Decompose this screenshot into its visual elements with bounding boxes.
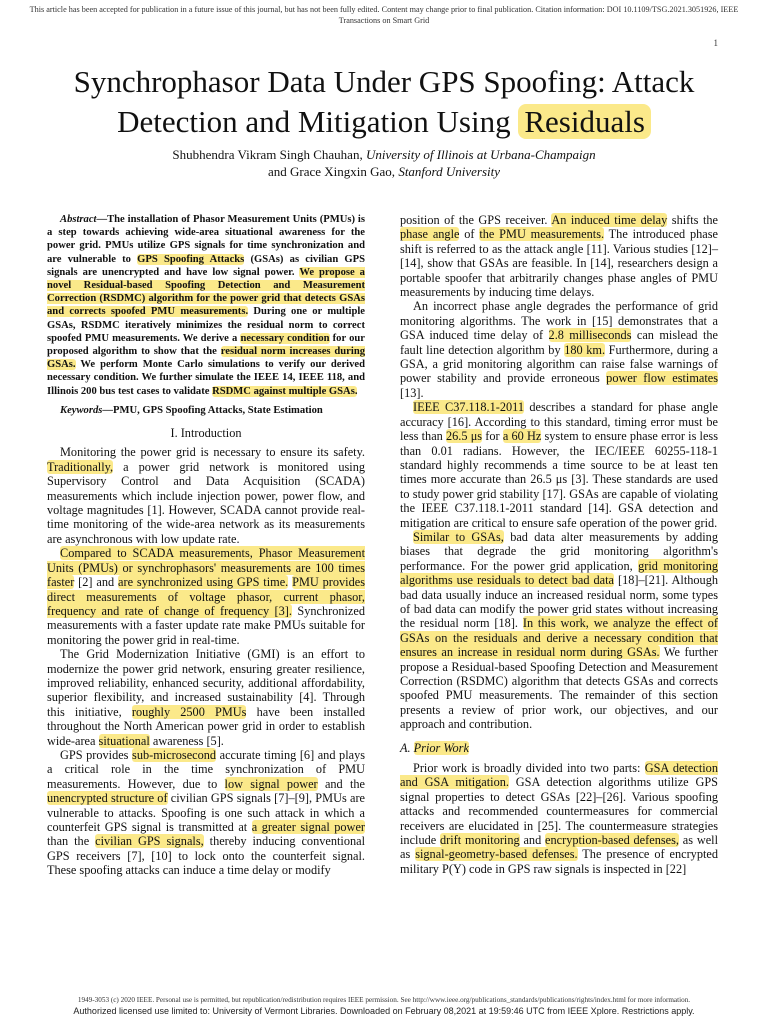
highlight: Compared to SCADA measurements, Phasor Measurement Units (PMUs) or synchrophasors' measurements are 100 times faster (47, 546, 365, 590)
paragraph (47, 748, 365, 878)
body-text: GPS provides (60, 747, 133, 762)
highlight: Similar to GSAs, (413, 529, 504, 544)
title-line2: Detection and Mitigation Using (117, 104, 519, 139)
body-text: The Grid Modernization Initiative (GMI) is an effort to modernize the power grid network, ensuring greater resilience, improved reliability, enhanced security, additional affordability, superior flexibility, and increased sustainability [4]. Through this initiative, (47, 647, 365, 719)
abstract-text: —The installation of Phasor Measurement Units (PMUs) is a step towards achieving wide-area situational awareness for the power grid. PMUs utilize GPS signals for time synchronization and are vulnerable to (47, 214, 365, 265)
highlight: IEEE C37.118.1-2011 (413, 400, 525, 415)
left-column (47, 213, 365, 878)
highlight: low signal power (224, 776, 318, 791)
copyright-notice: 1949-3053 (c) 2020 IEEE. Personal use is permitted, but republication/redistribution requires IEEE permission. See http://www.ieee.org/publications_standards/publications/rights/index.html for more information. (77, 996, 691, 1004)
keywords (47, 404, 365, 417)
body-text: system to ensure phase error is less than 0.01 radians. However, the IEC/IEEE 60255-118-1 standard highly recommends a time source to be at least ten times more accurate than 26.5 μs [3]. These standards are used to study power grid stability [17]. GSAs are capable of violating the IEEE C37.118.1-2011 standard [14]. GSA detection and mitigation are critical to ensure safe operation of the power grid. (400, 429, 718, 530)
body-text: Monitoring the power grid is necessary to ensure its safety. (60, 445, 365, 460)
highlight: GSA detection and GSA mitigation. (400, 761, 718, 790)
body-text: accurate timing [6] and plays a critical role in the time synchronization of PMU measurements. However, due to (47, 747, 365, 791)
paragraph (400, 530, 718, 732)
highlight: 2.8 milliseconds (548, 328, 632, 343)
highlight: 26.5 μs (446, 429, 483, 444)
highlight: phase angle (400, 227, 460, 242)
section-heading: I. Introduction (170, 426, 242, 441)
body-text: than the (47, 834, 96, 849)
highlight: grid monitoring algorithms use residuals to detect bad data (400, 558, 718, 588)
paragraph (47, 445, 365, 546)
body-text: bad data alter measurements by adding biases that degrade the grid monitoring algorithm's performance. For the power grid application, (400, 529, 718, 573)
license-notice: Authorized licensed use limited to: University of Vermont Libraries. Downloaded on February 08,2021 at 19:59:46 UTC from IEEE Xplore. Restrictions apply. (73, 1006, 695, 1016)
body-text: describes a standard for phase angle accuracy [16]. According to this standard, timing error must be less than (400, 400, 718, 444)
author-2-name: and Grace Xingxin Gao, (267, 164, 396, 179)
body-text: and the (317, 776, 366, 791)
abstract-text: During one or multiple GSAs, RSDMC iteratively minimizes the residual norm to correct spoofed PMU measurements. We derive a (47, 306, 365, 344)
body-text: a power grid network is monitored using Supervisory Control and Data Acquisition (SCADA) measurements which include injection power, power flow, and voltage magnitudes [1]. However, SCADA cannot provide real-time monitoring of the wide-area network as its measurements are asynchronous with low update rate. (47, 459, 365, 546)
body-text: An incorrect phase angle degrades the performance of grid monitoring algorithms. The work in [15] demonstrates that a GSA induced time delay of (400, 299, 718, 343)
body-text: civilian GPS signals [7]–[9], PMUs are vulnerable to attacks. Spoofing is one such attack in which a counterfeit GPS signal is transmitted at (47, 791, 365, 835)
journal-notice-line1: This article has been accepted for publication in a future issue of this journal, but has not been fully edited. Content may change prior to final publication. Citation information: DOI 10.1109/TSG.2021.3051926, IEEE (29, 5, 739, 14)
body-text: Furthermore, during a GSA, a grid monitoring algorithm can raise false warnings of power stability and provide erroneous (400, 342, 718, 386)
body-text: Prior work is broadly divided into two parts: (413, 761, 645, 776)
journal-notice (20, 4, 748, 26)
highlight: roughly 2500 PMUs (131, 704, 247, 719)
abstract-lead: Abstract (60, 214, 97, 225)
body-text: The introduced phase shift is referred to as the attack angle [11]. Various studies [12]–[14], show that GSAs are feasible. In [14], researchers design a portable spoofer that arbitrarily changes phase angles of PMU measurements by inducing time delays. (400, 227, 719, 300)
paragraph (400, 761, 718, 876)
page-number: 1 (713, 38, 718, 48)
subsection-label: A. (400, 740, 414, 755)
highlight: unencrypted structure of (47, 791, 168, 806)
highlight: GPS Spoofing Attacks (137, 253, 245, 265)
highlight: We propose a novel Residual-based Spoofing Detection and Measurement Correction (RSDMC) algorithm for the power grid that detects GSAs and corrects spoofed PMU measurements. (47, 266, 365, 318)
paragraph (400, 299, 718, 400)
body-text: shifts the (667, 213, 718, 227)
abstract-text: We perform Monte Carlo simulations to verify our derived necessary condition. We further simulate the IEEE 14, IEEE 118, and Illinois 200 bus test cases to validate (47, 359, 365, 397)
highlight: An induced time delay (551, 213, 668, 227)
highlight: signal-geometry-based defenses. (415, 847, 578, 862)
highlight: power flow estimates (606, 371, 719, 386)
paper-title (40, 62, 728, 142)
journal-notice-line2: Transactions on Smart Grid (338, 16, 430, 25)
right-column (400, 213, 718, 876)
body-text: [18]–[21]. Although bad data usually induce an increased residual norm, some types of bad data can modify the power grid states without increasing the residual norm [18]. (400, 573, 718, 631)
body-text: have been installed throughout the North American power grid in order to establish wide-area (47, 704, 365, 748)
author-1-affiliation: University of Illinois at Urbana-Champaign (365, 147, 596, 162)
body-text: awareness [5]. (149, 733, 224, 748)
abstract (47, 213, 365, 398)
paragraph (400, 213, 718, 299)
body-text: GSA detection algorithms utilize GPS signal properties to detect GSAs [22]–[26]. Various spoofing attacks and recommended countermeasures for commercial receivers are elucidated in [25]. The countermeasure strategies include (400, 775, 718, 848)
body-text: for (482, 429, 503, 444)
highlight: RSDMC against multiple GSAs. (212, 385, 358, 397)
abstract-text: for our proposed algorithm to show that the (47, 332, 365, 358)
body-text: [13]. (400, 385, 424, 400)
author-block (40, 146, 728, 180)
paragraph (47, 647, 365, 748)
paragraph (400, 400, 718, 530)
highlight: Prior Work (413, 740, 469, 755)
highlight: are synchronized using GPS time. (118, 575, 289, 590)
body-text: thereby inducing conventional GPS receivers [7], [10] to lock onto the counterfeit signal. These spoofing attacks can induce a time delay or modify (47, 834, 365, 878)
highlight: PMU provides direct measurements of voltage phasor, current phasor, frequency and rate of change of frequency [3]. (47, 575, 365, 618)
highlight: sub-microsecond (132, 747, 217, 762)
highlight: a 60 Hz (502, 429, 542, 444)
highlight: encryption-based defenses, (545, 833, 679, 848)
body-text: position of the GPS receiver. (400, 213, 552, 227)
highlight: 180 km. (564, 342, 606, 357)
author-2-affiliation: Stanford University (398, 164, 501, 179)
body-text: We further propose a Residual-based Spoofing Detection and Measurement Correction (RSDMC) algorithm that detects GSAs and corrects spoofed PMU measurements. The remainder of this section presents a review of prior work, our objectives, and our approach and contribution. (400, 645, 718, 732)
highlight: necessary condition (240, 332, 330, 344)
author-1-name: Shubhendra Vikram Singh Chauhan, (172, 147, 363, 162)
body-text: [2] and (74, 575, 119, 590)
highlight: the PMU measurements. (479, 227, 605, 242)
subsection-heading (400, 741, 718, 755)
body-text: and (519, 833, 546, 848)
highlight: drift monitoring (440, 833, 520, 848)
highlight: residual norm increases during GSAs. (47, 346, 366, 371)
title-highlight: Residuals (518, 104, 651, 139)
body-text: can mislead the fault line detection algorithm by (400, 328, 719, 357)
paragraph (47, 546, 365, 647)
keywords-text: —PMU, GPS Spoofing Attacks, State Estimation (102, 404, 323, 416)
highlight: a greater signal power (251, 820, 365, 835)
keywords-lead: Keywords (60, 404, 103, 416)
title-line1: Synchrophasor Data Under GPS Spoofing: Attack (73, 64, 695, 99)
highlight: civilian GPS signals, (95, 834, 204, 849)
body-text: as well as (400, 833, 718, 862)
body-text: The presence of encrypted military P(Y) code in GPS raw signals is inspected in [22] (400, 847, 718, 876)
highlight: Traditionally, (47, 459, 114, 474)
body-text: Synchronized measurements with a faster update rate make PMUs suitable for monitoring the power grid in real-time. (47, 603, 365, 647)
abstract-text: (GSAs) as civilian GPS signals are unencrypted and have low signal power. (47, 253, 365, 278)
body-text: of (459, 227, 480, 242)
highlight: In this work, we analyze the effect of GSAs on the residuals and derive a necessary condition that ensures an increase in residual norm during GSAs. (400, 616, 718, 660)
highlight: situational (98, 733, 150, 748)
